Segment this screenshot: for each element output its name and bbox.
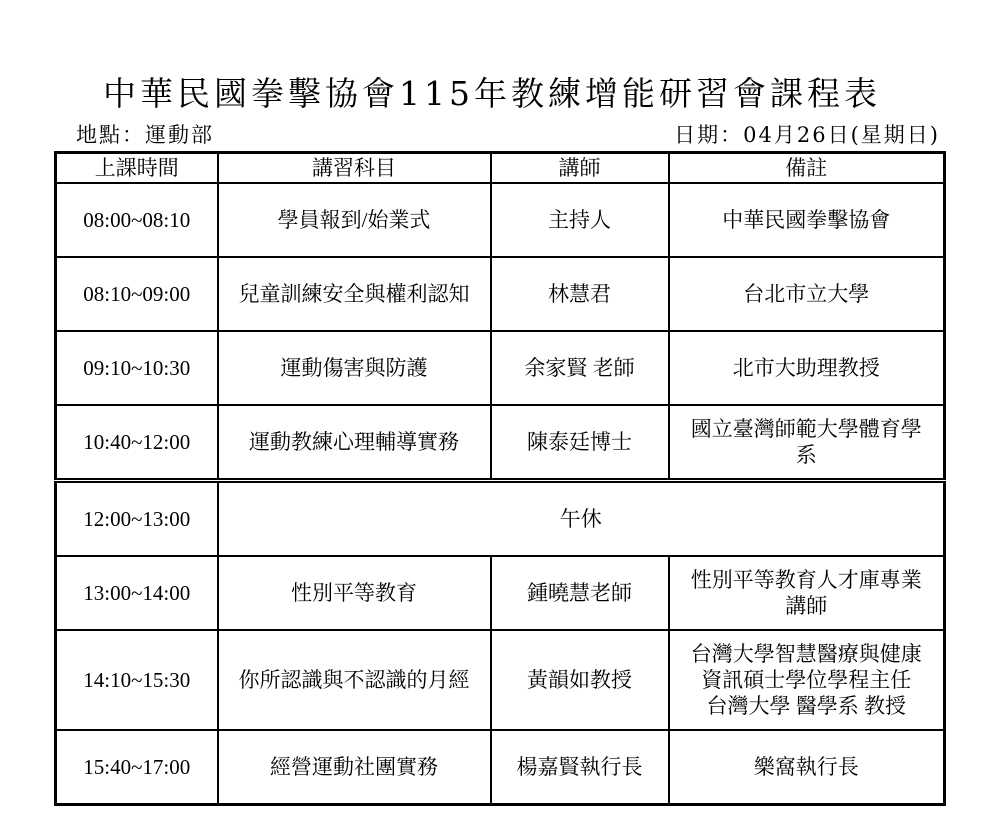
column-header-subject: 講習科目 <box>218 153 491 184</box>
lunch-break-cell: 午休 <box>218 481 945 557</box>
time-cell: 14:10~15:30 <box>56 630 218 730</box>
subject-cell: 兒童訓練安全與權利認知 <box>218 257 491 331</box>
note-line: 資訊碩士學位學程主任 <box>701 668 912 692</box>
table-row <box>56 405 945 481</box>
note-line: 台北市立大學 <box>743 282 870 306</box>
note-line: 台灣大學 醫學系 教授 <box>706 694 906 718</box>
column-header-note: 備註 <box>669 153 945 184</box>
note-line: 性別平等教育人才庫專業 <box>690 568 922 592</box>
note-line: 講師 <box>785 594 828 618</box>
lecturer-cell: 主持人 <box>491 183 669 257</box>
subject-cell: 你所認識與不認識的月經 <box>218 630 491 730</box>
table-row <box>56 331 945 405</box>
lecturer-cell: 陳泰廷博士 <box>491 405 669 481</box>
lecturer-cell: 鍾曉慧老師 <box>491 556 669 630</box>
note-line: 台灣大學智慧醫療與健康 <box>690 642 922 666</box>
time-cell: 10:40~12:00 <box>56 405 218 481</box>
lecturer-cell: 楊嘉賢執行長 <box>491 730 669 805</box>
time-cell: 09:10~10:30 <box>56 331 218 405</box>
subject-cell: 運動教練心理輔導實務 <box>218 405 491 481</box>
note-line: 中華民國拳擊協會 <box>722 208 891 232</box>
note-cell <box>669 331 945 405</box>
lecturer-cell: 林慧君 <box>491 257 669 331</box>
subject-cell: 性別平等教育 <box>218 556 491 630</box>
note-cell <box>669 183 945 257</box>
note-line: 系 <box>795 443 817 467</box>
subject-cell: 經營運動社團實務 <box>218 730 491 805</box>
page-title: 中華民國拳擊協會115年教練增能研習會課程表 <box>103 74 881 113</box>
column-header-lecturer: 講師 <box>491 153 669 184</box>
time-cell: 15:40~17:00 <box>56 730 218 805</box>
time-cell: 13:00~14:00 <box>56 556 218 630</box>
table-header-row <box>56 153 945 184</box>
note-cell <box>669 630 945 730</box>
table-row <box>56 257 945 331</box>
subject-cell: 運動傷害與防護 <box>218 331 491 405</box>
table-row <box>56 730 945 805</box>
lecturer-cell: 黃韻如教授 <box>491 630 669 730</box>
table-row <box>56 630 945 730</box>
time-cell: 08:10~09:00 <box>56 257 218 331</box>
lecturer-cell: 余家賢 老師 <box>491 331 669 405</box>
note-line: 北市大助理教授 <box>732 356 880 380</box>
schedule-table <box>54 151 946 806</box>
note-cell <box>669 405 945 481</box>
date-label: 日期：04月26日(星期日) <box>674 123 940 147</box>
table-row <box>56 556 945 630</box>
time-cell: 12:00~13:00 <box>56 481 218 557</box>
column-header-time: 上課時間 <box>56 153 218 184</box>
subject-cell: 學員報到/始業式 <box>218 183 491 257</box>
time-cell: 08:00~08:10 <box>56 183 218 257</box>
note-line: 國立臺灣師範大學體育學 <box>690 417 922 441</box>
note-cell <box>669 556 945 630</box>
table-row-lunch <box>56 481 945 557</box>
note-cell <box>669 257 945 331</box>
table-row <box>56 183 945 257</box>
note-line: 樂窩執行長 <box>753 755 859 779</box>
note-cell <box>669 730 945 805</box>
location-label: 地點：運動部 <box>76 123 214 147</box>
